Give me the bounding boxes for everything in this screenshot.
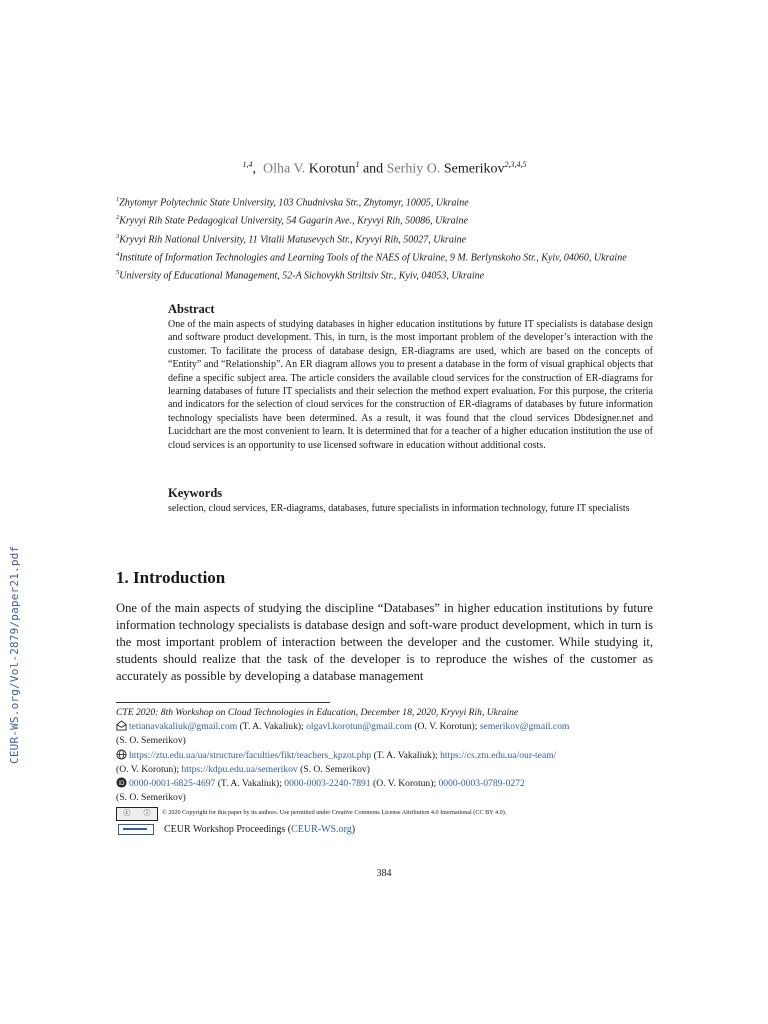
web-link[interactable]: https://kdpu.edu.ua/semerikov	[181, 763, 298, 775]
author2-family: Korotun	[308, 161, 356, 177]
abstract	[168, 302, 653, 452]
globe-icon	[116, 749, 127, 760]
keywords-text: selection, cloud services, ER-diagrams, databases, future specialists in information technology, future IT specialists	[168, 503, 630, 514]
orcid-link[interactable]: 0000-0003-2240-7891	[284, 778, 371, 790]
author3-family: Semerikov	[443, 161, 505, 177]
orcid-link[interactable]: 0000-0003-0789-0272	[438, 778, 525, 790]
ceur-logo-icon	[118, 824, 154, 835]
web-link[interactable]: https://cs.ztu.edu.ua/our-team/	[440, 749, 557, 761]
orcid-link[interactable]: 0000-0001-6825-4697	[129, 778, 216, 790]
cc-by-icon: ⓒ ⓘ	[116, 807, 158, 821]
author2-given: Olha V.	[263, 161, 306, 177]
email-icon	[116, 720, 127, 731]
author-line: $^{1,4}$, Olha V. Korotun$^1$ and Serhiy O. Semerikov$^{2,3,4,5}$	[242, 160, 527, 177]
abstract-heading: Abstract	[168, 302, 215, 316]
side-url[interactable]: CEUR-WS.org/Vol-2879/paper21.pdf	[8, 545, 21, 764]
email-line: tetianavakaliuk@gmail.com (T. A. Vakaliuk); olgavl.korotun@gmail.com (O. V. Korotun); semerikov@gmail.com	[116, 720, 656, 734]
email-link[interactable]: tetianavakaliuk@gmail.com	[129, 721, 238, 733]
footnotes: CTE 2020: 8th Workshop on Cloud Technologies in Education, December 18, 2020, Kryvyi Rih, Ukraine tetianavakaliuk@gmail.com (T. A. Vakaliuk); olgavl.korotun@gmail.com (O. V. Korotun); semerikov@gmail.com (S. O. Semerikov) https://ztu.edu.ua/ua/structure/faculties/fikt/teachers_kpzot.php (T. A. Vakaliuk); https://cs.ztu.edu.ua/our-team/ (O. V. Korotun); https://kdpu.edu.ua/semerikov (S. O. Semerikov) iD 0000-0001-6825-4697 (T. A. Vakaliuk); 0000-0003-2240-7891 (O. V. Korotun); 0000-0003-0789-0272 (S. O. Semerikov) ⓒ ⓘ © 2020 Copyright for this paper by its authors. Use permitted under Creative Commons License Attribution 4.0 International (CC BY 4.0). CEUR Workshop Proceedings ( CEUR-WS.org )	[116, 706, 656, 837]
orcid-line: iD 0000-0001-6825-4697 (T. A. Vakaliuk); 0000-0003-2240-7891 (O. V. Korotun); 0000-0003-0789-0272	[116, 777, 656, 791]
affiliation: $^1$Zhytomyr Polytechnic State University, 103 Chudnivska Str., Zhytomyr, 10005, Ukraine	[116, 196, 469, 209]
footnote-rule	[116, 702, 330, 703]
affiliation: $^5$University of Educational Management, 52-A Sichovykh Striltsiv Str., Kyiv, 04053, Ukraine	[116, 269, 485, 282]
keywords-heading: Keywords	[168, 486, 223, 500]
section-title: 1. Introduction	[116, 568, 226, 587]
ceur-link[interactable]: CEUR-WS.org	[291, 823, 352, 835]
affiliation: $^4$Institute of Information Technologies and Learning Tools of the NAES of Ukraine, 9 M. Berlynskoho Str., Kyiv, 04060, Ukraine	[116, 250, 627, 264]
email-link[interactable]: semerikov@gmail.com	[479, 721, 570, 733]
web-line: https://ztu.edu.ua/ua/structure/faculties/fikt/teachers_kpzot.php (T. A. Vakaliuk); https://cs.ztu.edu.ua/our-team/	[116, 749, 656, 763]
keywords	[168, 486, 653, 515]
page-number: 384	[376, 868, 392, 879]
author3-given: Serhiy O.	[386, 161, 441, 177]
abstract-text: One of the main aspects of studying databases in higher education institutions by future IT specialists is database design and software product development. This, in turn, is the most important problem of the developer’s interaction with the customer. To facilitate the process of database design, ER-diagrams are used, which are based on the concepts of “Entity” and “Relationship”. An ER diagram allows you to present a database in the form of visual graphical objects that define a specific subject area. The article considers the available cloud services for the construction of ER-diagrams for learning databases of future IT specialists and their selection the method expert evaluation. For this purpose, the criteria and indicators for the selection of cloud services for the construction of ER-diagrams of databases by future information technology specialists have been determined. As a result, it was found that the cloud services Dbdesigner.net and Lucidchart are the most convenient to learn. It is determined that for a teacher of a higher education institution the use of cloud services is an opportunity to use licensed software in education without additional costs.	[168, 319, 653, 451]
orcid-icon	[116, 777, 127, 788]
svg-text:iD: iD	[118, 779, 125, 787]
affiliation: $^3$Kryvyi Rih National University, 11 Vitalii Matusevych Str., Kryvyi Rih, 50027, Ukraine	[116, 232, 467, 245]
web-link[interactable]: https://ztu.edu.ua/ua/structure/faculties/fikt/teachers_kpzot.php	[129, 749, 372, 761]
affiliations	[116, 192, 656, 284]
affiliation: $^2$Kryvyi Rih State Pedagogical University, 54 Gagarin Ave., Kryvyi Rih, 50086, Ukraine	[116, 214, 468, 227]
author1-sup: 1,4	[242, 160, 253, 169]
conference-note: CTE 2020: 8th Workshop on Cloud Technologies in Education, December 18, 2020, Kryvyi Rih, Ukraine	[116, 707, 519, 718]
copyright-note: © 2020 Copyright for this paper by its authors. Use permitted under Creative Commons License Attribution 4.0 International (CC BY 4.0).	[162, 809, 507, 817]
intro-paragraph: One of the main aspects of studying the discipline “Databases” in higher education institutions by future information technology specialists is database design and soft-ware product development, which in turn is the most important problem of interaction between the developer and the customer. While studying it, students should realize that the task of the developer is to reproduce the wishes of the customer as accurately as possible by developing a database management	[116, 601, 653, 683]
email-link[interactable]: olgavl.korotun@gmail.com	[306, 721, 412, 733]
